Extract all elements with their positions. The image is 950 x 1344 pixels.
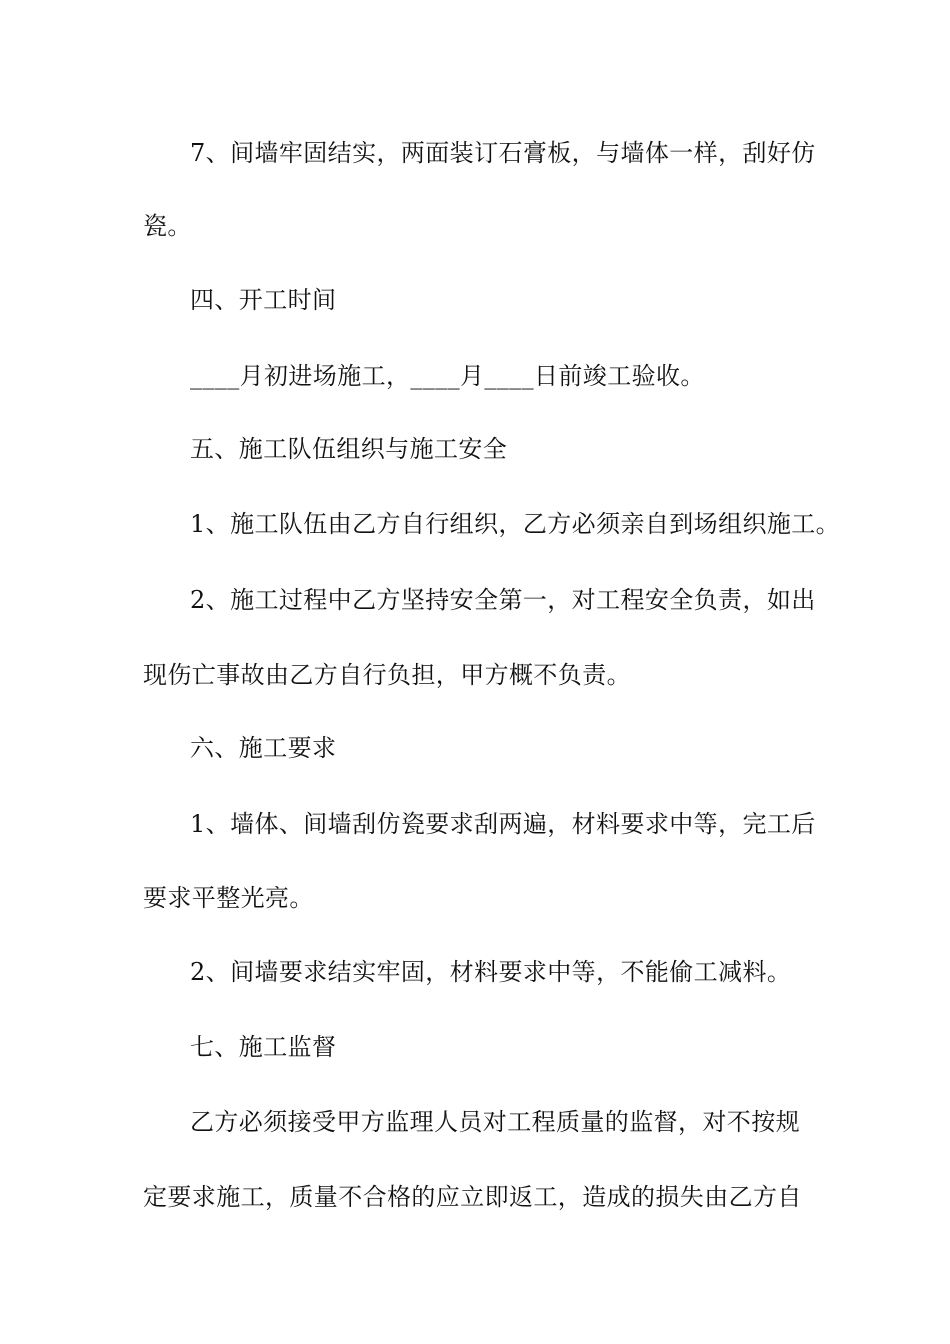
section-heading-7: 七、施工监督 [190,1033,337,1061]
paragraph-6-2: 2、间墙要求结实牢固，材料要求中等，不能偷工减料。 [190,958,792,986]
paragraph-item-7-line-1: 7、间墙牢固结实，两面装订石膏板，与墙体一样，刮好仿 [190,139,816,167]
section-heading-5: 五、施工队伍组织与施工安全 [190,435,508,463]
schedule-line: ____月初进场施工，____月____日前竣工验收。 [190,362,705,390]
paragraph-7-line-2: 定要求施工，质量不合格的应立即返工，造成的损失由乙方自 [143,1183,802,1211]
section-heading-6: 六、施工要求 [190,734,337,762]
paragraph-6-1-line-2: 要求平整光亮。 [143,884,314,912]
section-heading-4: 四、开工时间 [190,286,337,314]
paragraph-7-line-1: 乙方必须接受甲方监理人员对工程质量的监督，对不按规 [190,1108,800,1136]
paragraph-5-1: 1、施工队伍由乙方自行组织，乙方必须亲自到场组织施工。 [190,510,841,538]
paragraph-5-2-line-1: 2、施工过程中乙方坚持安全第一，对工程安全负责，如出 [190,586,816,614]
paragraph-6-1-line-1: 1、墙体、间墙刮仿瓷要求刮两遍，材料要求中等，完工后 [190,810,816,838]
paragraph-5-2-line-2: 现伤亡事故由乙方自行负担，甲方概不负责。 [143,661,631,689]
paragraph-item-7-line-2: 瓷。 [143,212,192,240]
